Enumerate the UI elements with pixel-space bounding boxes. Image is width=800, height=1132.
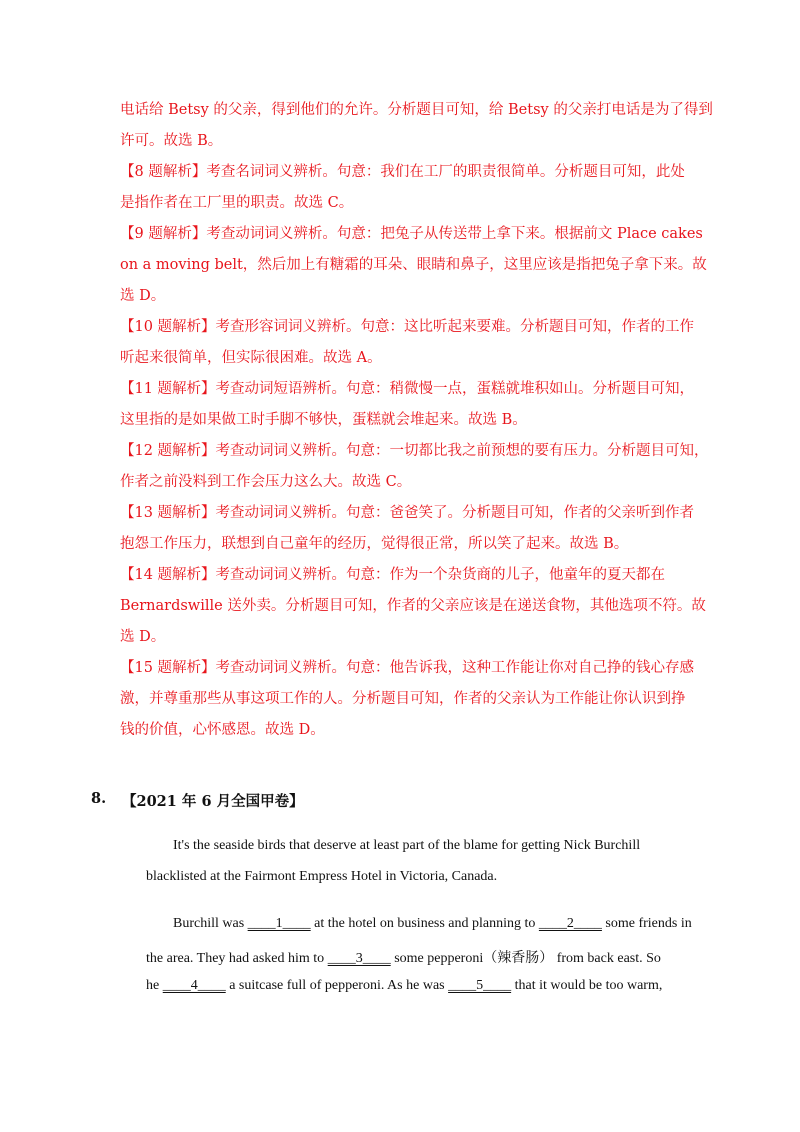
- explanation-line: 【9 题解析】考查动词词义辨析。句意：把兔子从传送带上拿下来。根据前文 Place cakes: [120, 226, 703, 242]
- question-source: 【2021 年 6 月全国甲卷】: [122, 793, 304, 810]
- passage-line: blacklisted at the Fairmont Empress Hotel in Victoria, Canada.: [146, 869, 498, 884]
- passage-line: [146, 947, 661, 967]
- passage-line: It's the seaside birds that deserve at least part of the blame for getting Nick Burchill: [173, 838, 641, 853]
- explanation-line: 选 D。: [120, 629, 166, 645]
- blank-2[interactable]: ____2____: [538, 916, 602, 931]
- explanation-line: 【15 题解析】考查动词词义辨析。句意：他告诉我，这种工作能让你对自己挣的钱心存感: [120, 660, 695, 676]
- passage-text: at the hotel on business and planning to: [310, 916, 539, 931]
- blank-5[interactable]: ____5____: [448, 978, 512, 993]
- explanation-line: 【8 题解析】考查名词词义辨析。句意：我们在工厂的职责很简单。分析题目可知，此处: [120, 164, 685, 180]
- passage-text: a suitcase full of pepperoni. As he was: [225, 978, 449, 993]
- blank-3[interactable]: ____3____: [327, 951, 391, 966]
- question-number: 8.: [91, 790, 107, 807]
- explanation-line: 抱怨工作压力，联想到自己童年的经历，觉得很正常，所以笑了起来。故选 B。: [120, 536, 629, 552]
- explanation-line: 钱的价值，心怀感恩。故选 D。: [120, 722, 325, 738]
- explanation-line: 是指作者在工厂里的职责。故选 C。: [120, 195, 354, 211]
- explanation-line: 电话给 Betsy 的父亲，得到他们的允许。分析题目可知，给 Betsy 的父亲打电话是为了得到: [120, 102, 713, 118]
- blank-1[interactable]: ____1____: [247, 916, 311, 931]
- explanation-line: 作者之前没料到工作会压力这么大。故选 C。: [120, 474, 412, 490]
- explanation-line: 【14 题解析】考查动词词义辨析。句意：作为一个杂货商的儿子，他童年的夏天都在: [120, 567, 666, 583]
- explanation-line: on a moving belt，然后加上有糖霜的耳朵、眼睛和鼻子，这里应该是指把兔子拿下来。故: [120, 257, 707, 273]
- passage-line: [146, 978, 662, 994]
- explanation-line: 许可。故选 B。: [120, 133, 223, 149]
- explanation-line: 【11 题解析】考查动词短语辨析。句意：稍微慢一点，蛋糕就堆积如山。分析题目可知，: [120, 381, 695, 397]
- explanation-line: 这里指的是如果做工时手脚不够快，蛋糕就会堆起来。故选 B。: [120, 412, 527, 428]
- passage-text: some friends in: [601, 916, 692, 931]
- passage-text: the area. They had asked him to: [146, 951, 328, 966]
- passage-text: Burchill was: [173, 916, 248, 931]
- blank-4[interactable]: ____4____: [162, 978, 226, 993]
- passage-text: he: [146, 978, 163, 993]
- passage-text: some pepperoni（辣香肠） from back east. So: [390, 951, 661, 966]
- explanation-line: 【10 题解析】考查形容词词义辨析。句意：这比听起来要难。分析题目可知，作者的工作: [120, 319, 695, 335]
- explanation-line: 【13 题解析】考查动词词义辨析。句意：爸爸笑了。分析题目可知，作者的父亲听到作者: [120, 505, 695, 521]
- explanation-line: Bernardswille 送外卖。分析题目可知，作者的父亲应该是在递送食物，其他选项不符。故: [120, 598, 706, 614]
- explanation-line: 【12 题解析】考查动词词义辨析。句意：一切都比我之前预想的要有压力。分析题目可知，: [120, 443, 709, 459]
- explanation-line: 选 D。: [120, 288, 166, 304]
- passage-text: that it would be too warm,: [511, 978, 663, 993]
- explanation-line: 听起来很简单，但实际很困难。故选 A。: [120, 350, 382, 366]
- passage-line: [173, 916, 692, 932]
- explanation-line: 激，并尊重那些从事这项工作的人。分析题目可知，作者的父亲认为工作能让你认识到挣: [120, 691, 686, 707]
